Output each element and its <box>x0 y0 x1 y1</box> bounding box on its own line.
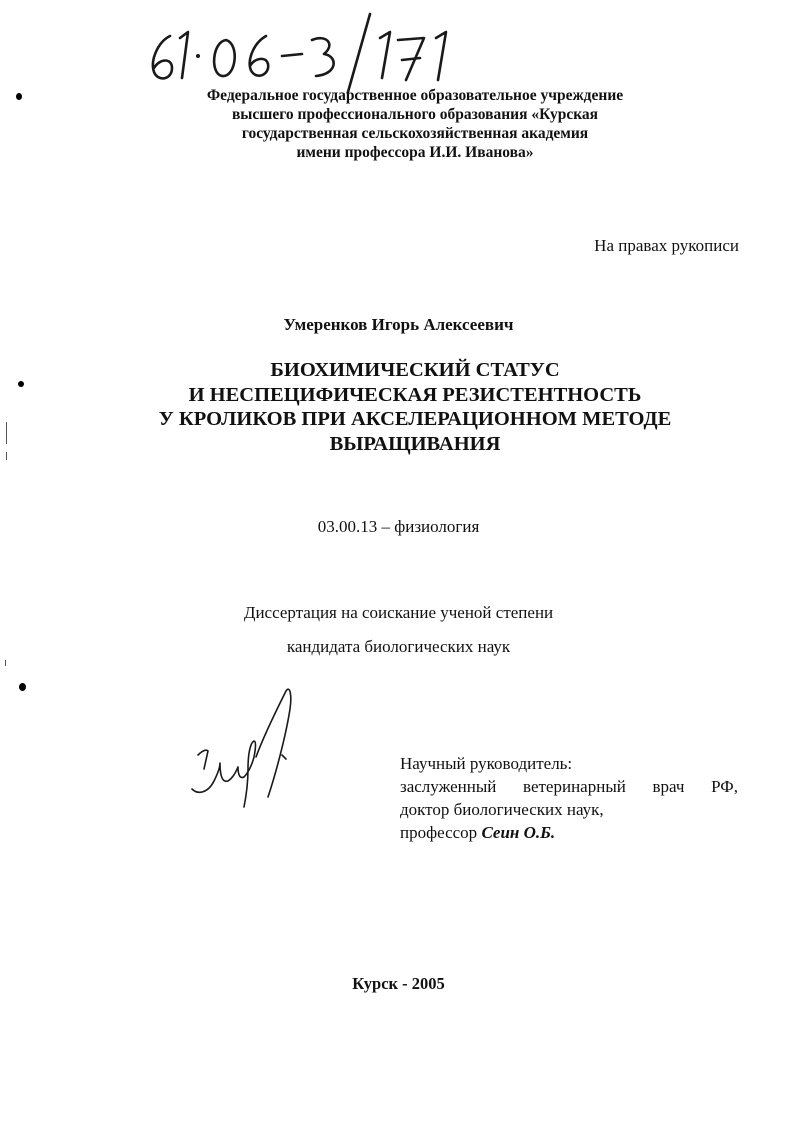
scan-mark <box>5 660 6 666</box>
specialty-code: 03.00.13 – физиология <box>317 517 480 536</box>
institution-line: имени профессора И.И. Иванова» <box>296 144 534 161</box>
supervisor-degree: доктор биологических наук, <box>400 800 604 819</box>
supervisor-position: профессор <box>400 823 478 842</box>
degree-statement: Диссертация на соискание ученой степени <box>243 603 554 622</box>
author-name: Умеренков Игорь Алексеевич <box>283 315 514 334</box>
handwritten-signature <box>186 685 296 815</box>
institution-line: государственная сельскохозяйственная академия <box>241 125 589 142</box>
title-line: БИОХИМИЧЕСКИЙ СТАТУС <box>270 359 560 381</box>
title-line: И НЕСПЕЦИФИЧЕСКАЯ РЕЗИСТЕНТНОСТЬ <box>188 383 642 406</box>
scan-mark <box>19 683 26 691</box>
institution-line: высшего профессионального образования «Курская <box>231 106 599 123</box>
scan-mark <box>6 452 7 460</box>
dissertation-title <box>100 358 730 456</box>
scan-mark <box>18 381 24 387</box>
supervisor-name: Сеин О.Б. <box>481 823 556 842</box>
institution-header <box>150 86 680 162</box>
title-line: ВЫРАЩИВАНИЯ <box>329 432 501 455</box>
scan-mark <box>16 93 22 100</box>
scan-mark <box>6 422 7 444</box>
rights-notice: На правах рукописи <box>594 236 739 255</box>
supervisor-heading: Научный руководитель: <box>400 754 573 773</box>
title-line: У КРОЛИКОВ ПРИ АКСЕЛЕРАЦИОННОМ МЕТОДЕ <box>158 408 672 430</box>
institution-line: Федеральное государственное образовательное учреждение <box>206 87 624 104</box>
city-year: Курск - 2005 <box>352 974 445 993</box>
handwritten-archive-code <box>140 8 500 94</box>
supervisor-block <box>400 752 738 844</box>
supervisor-title: заслуженный ветеринарный врач РФ, <box>400 777 738 796</box>
degree-name: кандидата биологических наук <box>286 637 511 656</box>
supervisor-name-line <box>400 821 738 844</box>
